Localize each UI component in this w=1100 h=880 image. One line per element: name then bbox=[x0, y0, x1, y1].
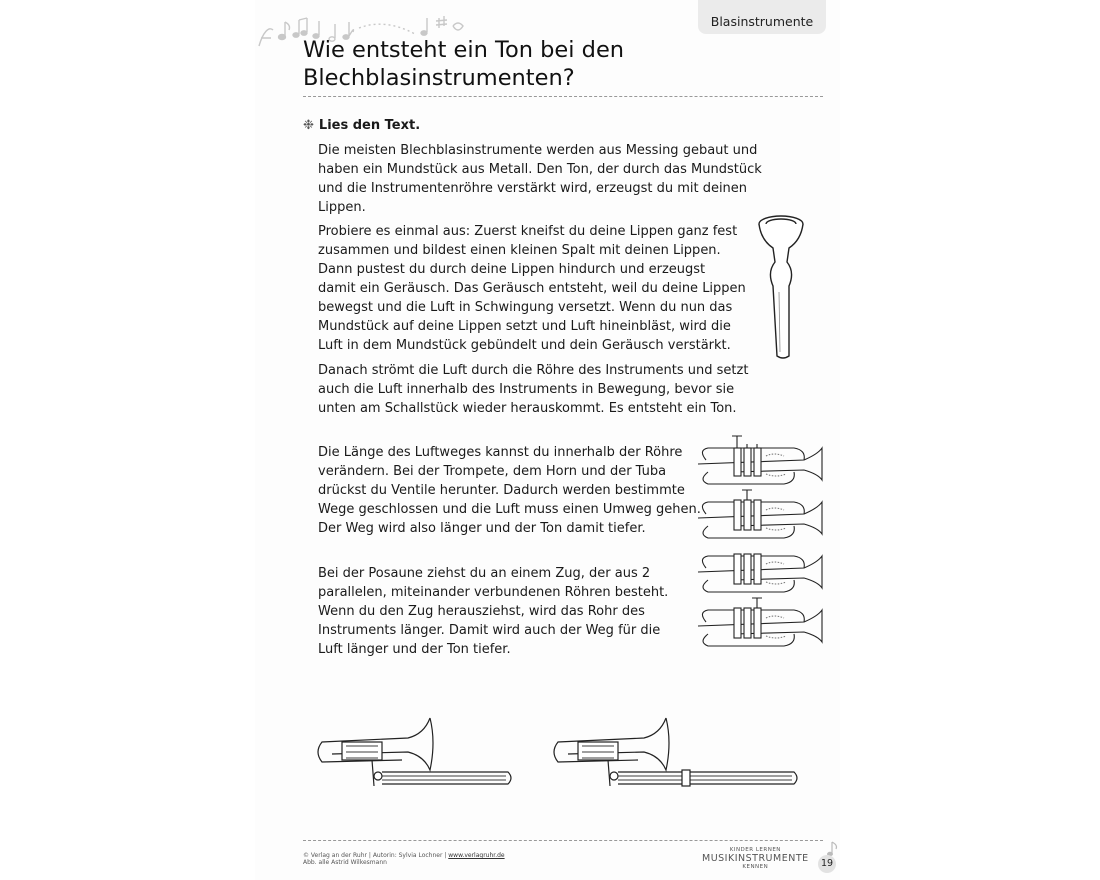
page-number: 19 bbox=[818, 855, 836, 873]
logo-line-main: MUSIKINSTRUMENTE bbox=[702, 853, 809, 864]
title-divider bbox=[303, 96, 823, 97]
title-line-2: Blechblasinstrumenten? bbox=[303, 65, 575, 91]
task-instruction bbox=[303, 118, 420, 133]
trumpet-icon bbox=[698, 490, 822, 538]
text-line: Lippen. bbox=[318, 200, 366, 215]
category-tab: Blasinstrumente bbox=[698, 0, 826, 34]
text-line: damit ein Geräusch. Das Geräusch entsteht, weil du deine Lippen bbox=[318, 281, 746, 296]
illustration-credit: Abb. alle Astrid Wilkesmann bbox=[303, 859, 387, 866]
text-line: Luft in dem Mundstück gebündelt und dein Geräusch verstärkt. bbox=[318, 338, 731, 353]
trumpet-icon bbox=[698, 598, 822, 646]
footer-credits bbox=[303, 852, 505, 866]
paragraph-try-it bbox=[318, 222, 746, 355]
logo-line-bottom: KENNEN bbox=[742, 864, 769, 870]
text-line: drückst du Ventile herunter. Dadurch werden bestimmte bbox=[318, 483, 685, 498]
copyright-text: © Verlag an der Ruhr | Autorin: Sylvia Lochner | bbox=[303, 852, 449, 859]
paragraph-trombone bbox=[318, 564, 668, 659]
series-logo bbox=[702, 847, 809, 870]
text-line: Dann pustest du durch deine Lippen hindurch und erzeugst bbox=[318, 262, 706, 277]
text-line: zusammen und bildest einen kleinen Spalt mit deinen Lippen. bbox=[318, 243, 721, 258]
text-line: verändern. Bei der Trompete, dem Horn und der Tuba bbox=[318, 464, 667, 479]
text-line: und die Instrumentenröhre verstärkt wird, erzeugst du mit deinen bbox=[318, 181, 748, 196]
paragraph-valves bbox=[318, 443, 701, 538]
trumpet-icon bbox=[698, 436, 822, 484]
text-line: Bei der Posaune ziehst du an einem Zug, der aus 2 bbox=[318, 566, 651, 581]
text-line: Probiere es einmal aus: Zuerst kneifst du deine Lippen ganz fest bbox=[318, 224, 738, 239]
text-line: Danach strömt die Luft durch die Röhre des Instruments und setzt bbox=[318, 363, 749, 378]
title-line-1: Wie entsteht ein Ton bei den bbox=[303, 37, 625, 63]
trombone-long-illustration bbox=[548, 712, 802, 794]
text-line: Wege geschlossen und die Luft muss einen Umweg gehen. bbox=[318, 502, 701, 517]
text-line: unten am Schallstück wieder herauskommt. Es entsteht ein Ton. bbox=[318, 401, 737, 416]
trumpet-icon bbox=[698, 554, 822, 592]
footer-divider bbox=[303, 840, 823, 841]
mouthpiece-illustration bbox=[755, 212, 807, 364]
text-line: auch die Luft innerhalb des Instruments in Bewegung, bevor sie bbox=[318, 382, 735, 397]
page-title bbox=[303, 36, 723, 92]
logo-line-top: KINDER LERNEN bbox=[729, 847, 781, 853]
text-line: Die meisten Blechblasinstrumente werden aus Messing gebaut und bbox=[318, 143, 758, 158]
text-line: bewegst und die Luft in Schwingung versetzt. Wenn du nun das bbox=[318, 300, 733, 315]
text-line: Wenn du den Zug herausziehst, wird das Rohr des bbox=[318, 604, 645, 619]
text-line: Die Länge des Luftweges kannst du innerhalb der Röhre bbox=[318, 445, 683, 460]
paragraph-intro bbox=[318, 141, 762, 217]
sparkle-icon: ❉ bbox=[303, 118, 314, 133]
text-line: Luft länger und der Ton tiefer. bbox=[318, 642, 511, 657]
trombone-short-illustration bbox=[312, 712, 518, 794]
text-line: Mundstück auf deine Lippen setzt und Luft hineinbläst, wird die bbox=[318, 319, 731, 334]
publisher-link[interactable]: www.verlagruhr.de bbox=[448, 852, 505, 859]
text-line: Der Weg wird also länger und der Ton damit tiefer. bbox=[318, 521, 646, 536]
paragraph-air-flow bbox=[318, 361, 748, 418]
text-line: Instruments länger. Damit wird auch der Weg für die bbox=[318, 623, 661, 638]
task-label: Lies den Text. bbox=[318, 118, 421, 133]
text-line: haben ein Mundstück aus Metall. Den Ton, der durch das Mundstück bbox=[318, 162, 762, 177]
text-line: parallelen, miteinander verbundenen Röhren besteht. bbox=[318, 585, 669, 600]
trumpet-valves-illustrations bbox=[694, 428, 828, 650]
